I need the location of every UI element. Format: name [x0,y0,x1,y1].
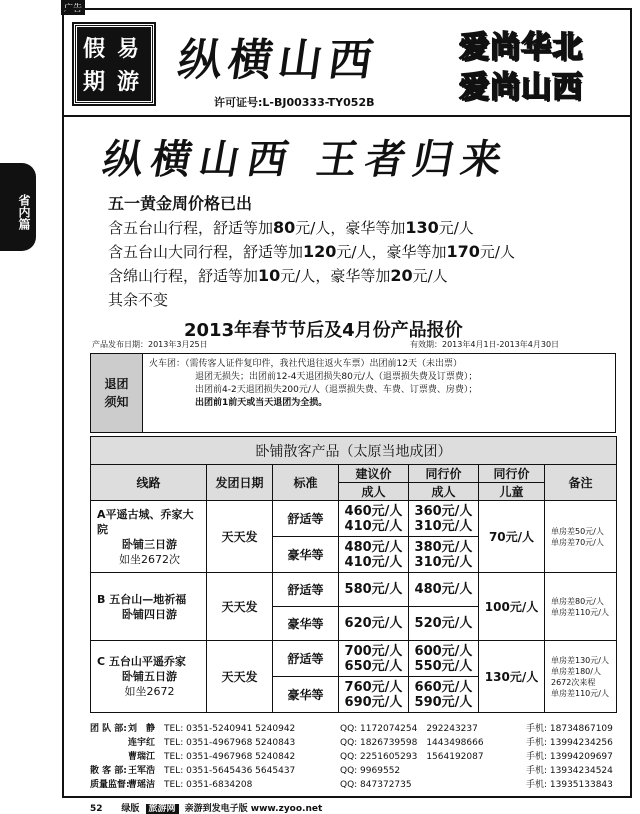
notice-label: 退团 须知 [91,354,143,432]
route-cell: A平遥古城、乔家大院 卧铺三日游 如坐2672次 [91,501,207,573]
contact-row: 曹瑞江 TEL: 0351-4967968 5240842 QQ: 2251605293 1564192087 手机: 13994209697 [128,752,613,762]
child-price: 70元/人 [479,501,545,573]
page-number: 52 [90,804,103,814]
col-peer: 同行价 [409,465,479,483]
peer-price: 360元/人 310元/人 [409,501,479,537]
child-price: 130元/人 [479,641,545,713]
footer-text: 亲游到发电子版 www.zyoo.net [184,804,323,814]
suggested-price: 480元/人 410元/人 [339,537,409,573]
col-standard: 标准 [273,465,339,501]
logo-char: 期 [83,70,106,95]
footer [90,801,322,814]
contacts [90,722,616,792]
ad-tag: 广告 [61,0,85,15]
suggested-price: 620元/人 [339,607,409,641]
notice-body: 火车团：（需传客人证件复印件，我社代退往返火车票）出团前12天（未出票） 退团无损失；出团前12-4天退团损失80元/人（退票损失费及订票费）； 出团前4-2天退团损失200元/人（退票损失费、车费、订票费、房费）； 出团前1前天或当天退团为全损。 [149,359,478,408]
col-peer-child: 同行价 [479,465,545,483]
logo-char: 假 [83,37,106,62]
logo-char: 游 [117,70,140,95]
note-cell: 单房差50元/人 单房差70元/人 [545,501,617,573]
announcement-title: 五一黄金周价格已出 [108,194,253,213]
standard-cell: 豪华等 [273,677,339,713]
announcement-line: 含五台山行程，舒适等加80元/人，豪华等加130元/人 [108,218,474,237]
footer-badge: 旅游网 [146,804,179,814]
logo-char: 易 [117,37,140,62]
departure-cell: 天天发 [207,501,273,573]
ad-frame [62,8,632,798]
valid-period: 有效期：2013年4月1日-2013年4月30日 [410,340,560,349]
contact-row: 团 队 部: 刘 静 TEL: 0351-5240941 5240942 QQ: 1172074254 292243237 手机: 18734867109 [90,724,613,734]
publish-date: 产品发布日期：2013年3月25日 [92,340,208,349]
col-adult: 成人 [339,483,409,501]
note-cell: 单房差130元/人 单房差180/人 2672次来程 单房差110元/人 [545,641,617,713]
header [64,10,630,117]
child-price: 100元/人 [479,573,545,641]
cancellation-notice [90,353,616,433]
suggested-price: 700元/人 650元/人 [339,641,409,677]
table-row [91,641,617,677]
brand-title: 纵横山西 [174,35,382,86]
slogan-huabei: 爱尚华北 [459,30,583,65]
departure-cell: 天天发 [207,641,273,713]
peer-price: 380元/人 310元/人 [409,537,479,573]
suggested-price: 760元/人 690元/人 [339,677,409,713]
standard-cell: 舒适等 [273,501,339,537]
standard-cell: 豪华等 [273,607,339,641]
suggested-price: 460元/人 410元/人 [339,501,409,537]
route-cell: C 五台山平遥乔家 卧铺五日游 如坐2672 [91,641,207,713]
note-cell: 单房差80元/人 单房差110元/人 [545,573,617,641]
contact-row: 连宇红 TEL: 0351-4967968 5240843 QQ: 1826739598 1443498666 手机: 13994234256 [128,738,613,748]
announcement-line: 含五台山大同行程，舒适等加120元/人，豪华等加170元/人 [108,242,515,261]
section-side-tab: 省内篇 [0,163,36,251]
peer-price: 600元/人 550元/人 [409,641,479,677]
standard-cell: 舒适等 [273,573,339,607]
departure-cell: 天天发 [207,573,273,641]
peer-price: 520元/人 [409,607,479,641]
holiday-logo [74,24,154,104]
footer-brand: 绿版 [121,804,140,814]
peer-price: 480元/人 [409,573,479,607]
table-row [91,501,617,537]
slogan-shanxi: 爱尚山西 [459,70,583,105]
standard-cell: 舒适等 [273,641,339,677]
col-note: 备注 [545,465,617,501]
col-suggested: 建议价 [339,465,409,483]
col-route: 线路 [91,465,207,501]
route-cell: B 五台山—地祈福 卧铺四日游 [91,573,207,641]
peer-price: 660元/人 590元/人 [409,677,479,713]
col-date: 发团日期 [207,465,273,501]
table-row [91,573,617,607]
contact-row: 散 客 部: 王军浩 TEL: 0351-5645436 5645437 QQ: 9969552 手机: 13934234524 [90,766,613,776]
license-number: 许可证号:L-BJ00333-TY052B [214,96,375,109]
announcement-last-line: 其余不变 [108,291,169,309]
col-adult: 成人 [409,483,479,501]
suggested-price: 580元/人 [339,573,409,607]
report-title: 2013年春节节后及4月份产品报价 [184,320,463,341]
standard-cell: 豪华等 [273,537,339,573]
contact-row: 质量监督: 曹瑶洁 TEL: 0351-6834208 QQ: 847372735 手机: 13935133843 [90,780,613,790]
section-title: 卧铺散客产品（太原当地成团） [91,437,617,465]
price-table [90,436,617,713]
announcement-line: 含绵山行程，舒适等加10元/人，豪华等加20元/人 [108,266,448,285]
col-child: 儿童 [479,483,545,501]
headline: 纵横山西 王者归来 [99,136,514,183]
